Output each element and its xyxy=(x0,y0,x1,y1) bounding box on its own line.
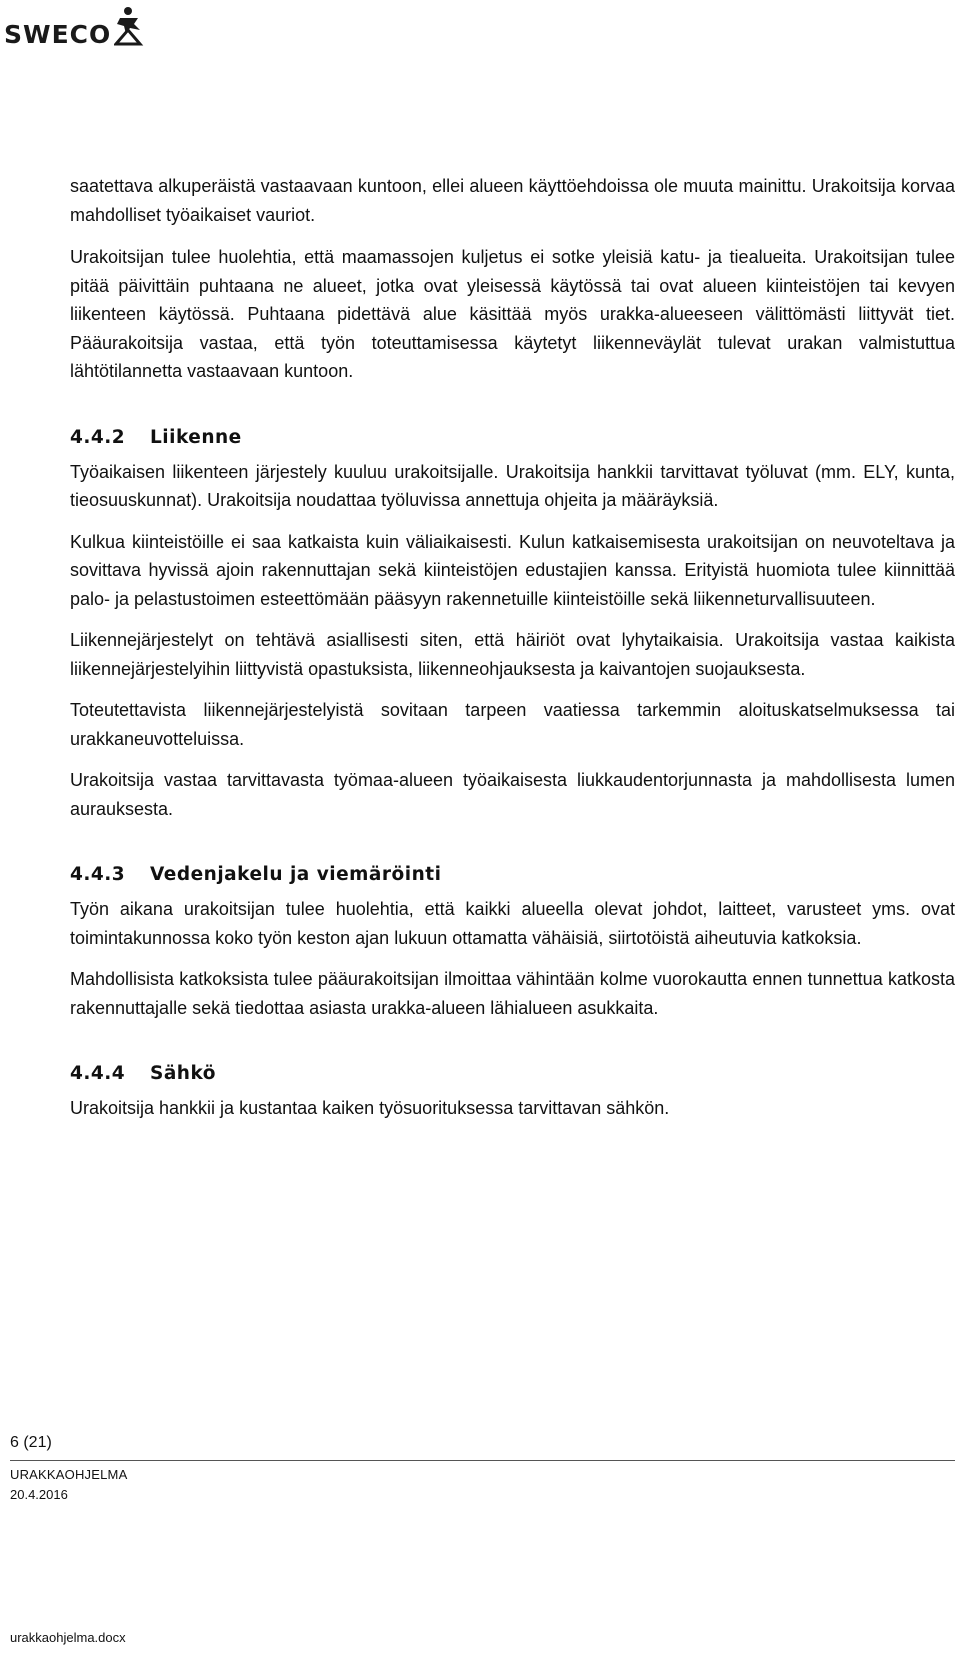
section-number: 4.4.2 xyxy=(70,426,126,448)
sweco-logo xyxy=(4,6,154,50)
footer-date: 20.4.2016 xyxy=(10,1487,68,1502)
paragraph: Työaikaisen liikenteen järjestely kuuluu urakoitsijalle. Urakoitsija hankkii tarvittavat työluvat (mm. ELY, kunta, tieosuuskunnat). Urakoitsija noudattaa työluvissa annettuja ohjeita ja määräyksiä. xyxy=(70,461,955,510)
paragraph: Toteutettavista liikennejärjestelyistä sovitaan tarpeen vaatiessa tarkemmin aloituskatselmuksessa tai urakkaneuvotteluissa. xyxy=(70,700,955,749)
section-number: 4.4.3 xyxy=(70,864,126,885)
section-heading xyxy=(70,1060,955,1088)
section-title: Liikenne xyxy=(150,426,242,448)
section-number: 4.4.4 xyxy=(70,1063,126,1084)
paragraph: Urakoitsija vastaa tarvittavasta työmaa-alueen työaikaisesta liukkaudentorjunnasta ja mahdollisesta lumen aurauksesta. xyxy=(70,770,955,819)
paragraph: Kulkua kiinteistöille ei saa katkaista kuin väliaikaisesti. Kulun katkaisemisesta urakoitsijan on neuvoteltava ja sovittava hyvissä ajoin rakennuttajan sekä kiinteistöjen edustajien kanssa. Erityistä huomiota tulee kiinnittää palo- ja pelastustoimen esteettömään pääsyyn rakennetuille kiinteistöille sekä liikenneturvallisuuteen. xyxy=(70,531,955,609)
section-title: Sähkö xyxy=(150,1063,216,1084)
paragraph: Mahdollisista katkoksista tulee pääurakoitsijan ilmoittaa vähintään kolme vuorokautta ennen tunnettua katkosta rakennuttajalle sekä tiedottaa asiasta urakka-alueen lähialueen asukkaita. xyxy=(70,969,955,1018)
document-body xyxy=(70,172,955,1136)
paragraph: Liikennejärjestelyt on tehtävä asiallisesti siten, että häiriöt ovat lyhytaikaisia. Urakoitsija vastaa kaikista liikennejärjestelyihin liittyvistä opastuksista, liikenneohjauksesta ja kaivantojen suojauksesta. xyxy=(70,630,955,679)
paragraph: Urakoitsijan tulee huolehtia, että maamassojen kuljetus ei sotke yleisiä katu- ja tiealueita. Urakoitsijan tulee pitää päivittäin puhtaana ne alueet, jotka ovat yleisessä käytössä tai ovat alueen kiinteistöjen tai kevyen liikenteen käytössä. Puhtaana pidettävä alue käsittää myös urakka-alueeseen välittömästi liittyvät tiet. Pääurakoitsija vastaa, että työn toteuttamisessa käytetyt liikenneväylät tulevat urakan valmistuttua lähtötilannetta vastaavaan kuntoon. xyxy=(70,247,955,381)
section-heading xyxy=(70,424,955,452)
section-title: Vedenjakelu ja viemäröinti xyxy=(150,864,442,885)
paragraph: saatettava alkuperäistä vastaavaan kuntoon, ellei alueen käyttöehdoissa ole muuta mainittu. Urakoitsija korvaa mahdolliset työaikaiset vauriot. xyxy=(70,176,955,225)
footer-doc-title: URAKKAOHJELMA xyxy=(10,1467,128,1482)
logo-text: SWECO xyxy=(4,20,112,49)
footer-filename: urakkaohjelma.docx xyxy=(10,1630,126,1645)
paragraph: Urakoitsija hankkii ja kustantaa kaiken työsuorituksessa tarvittavan sähkön. xyxy=(70,1098,670,1118)
paragraph: Työn aikana urakoitsijan tulee huolehtia, että kaikki alueella olevat johdot, laitteet, varusteet yms. ovat toimintakunnossa koko työn keston ajan lukuun ottamatta vähäisiä, siirtotöistä aiheutuvia katkoksia. xyxy=(70,899,955,948)
sweco-mark-icon xyxy=(114,6,144,46)
footer-divider xyxy=(10,1460,955,1461)
section-heading xyxy=(70,861,955,889)
page-number: 6 (21) xyxy=(10,1434,52,1451)
